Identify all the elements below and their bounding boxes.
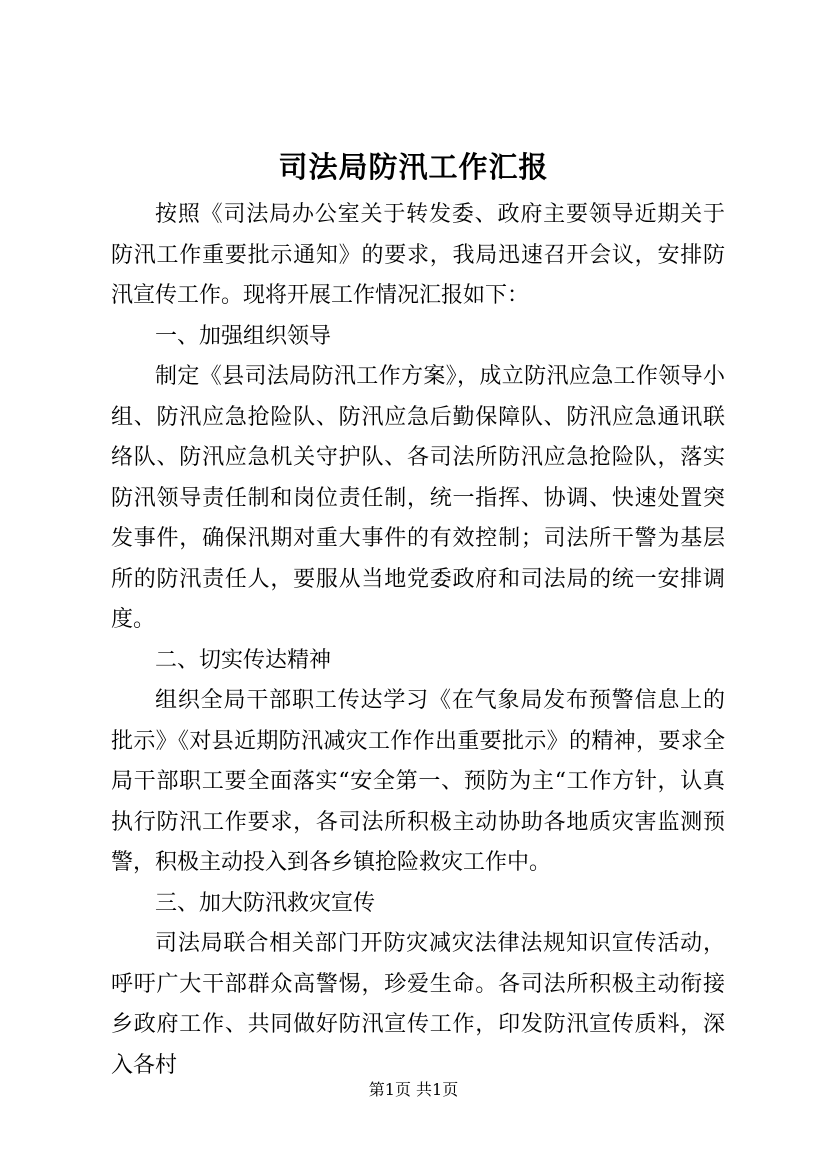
paragraph-2: 组织全局干部职工传达学习《在气象局发布预警信息上的批示》《对县近期防汛减灾工作作出重要批示》的精神，要求全局干部职工要全面落实“安全第一、预防为主“工作方针，认真执行防汛工作要求，各司法所积极主动协助各地质灾害监测预警，积极主动投入到各乡镇抢险救灾工作中。 [111, 688, 725, 875]
section-heading-2: 二、切实传达精神 [155, 647, 332, 673]
document-title: 司法局防汛工作汇报 [278, 150, 549, 184]
paragraph-intro: 按照《司法局办公室关于转发委、政府主要领导近期关于防汛工作重要批示通知》的要求，我局迅速召开会议，安排防汛宣传工作。现将开展工作情况汇报如下： [111, 202, 725, 308]
paragraph-1: 制定《县司法局防汛工作方案》，成立防汛应急工作领导小组、防汛应急抢险队、防汛应急后勤保障队、防汛应急通讯联络队、防汛应急机关守护队、各司法所防汛应急抢险队，落实防汛领导责任制和岗位责任制，统一指挥、协调、快速处置突发事件，确保汛期对重大事件的有效控制；司法所干警为基层所的防汛责任人，要服从当地党委政府和司法局的统一安排调度。 [111, 364, 725, 632]
section-heading-3: 三、加大防汛救灾宣传 [155, 890, 376, 916]
section-heading-1: 一、加强组织领导 [155, 323, 332, 349]
page-footer: 第1页 共1页 [368, 1080, 459, 1099]
paragraph-3: 司法局联合相关部门开防灾减灾法律法规知识宣传活动，呼吁广大干部群众高警惕，珍爱生命。各司法所积极主动衔接乡政府工作、共同做好防汛宣传工作，印发防汛宣传质料，深入各村 [111, 931, 725, 1078]
document-body [111, 195, 725, 1086]
